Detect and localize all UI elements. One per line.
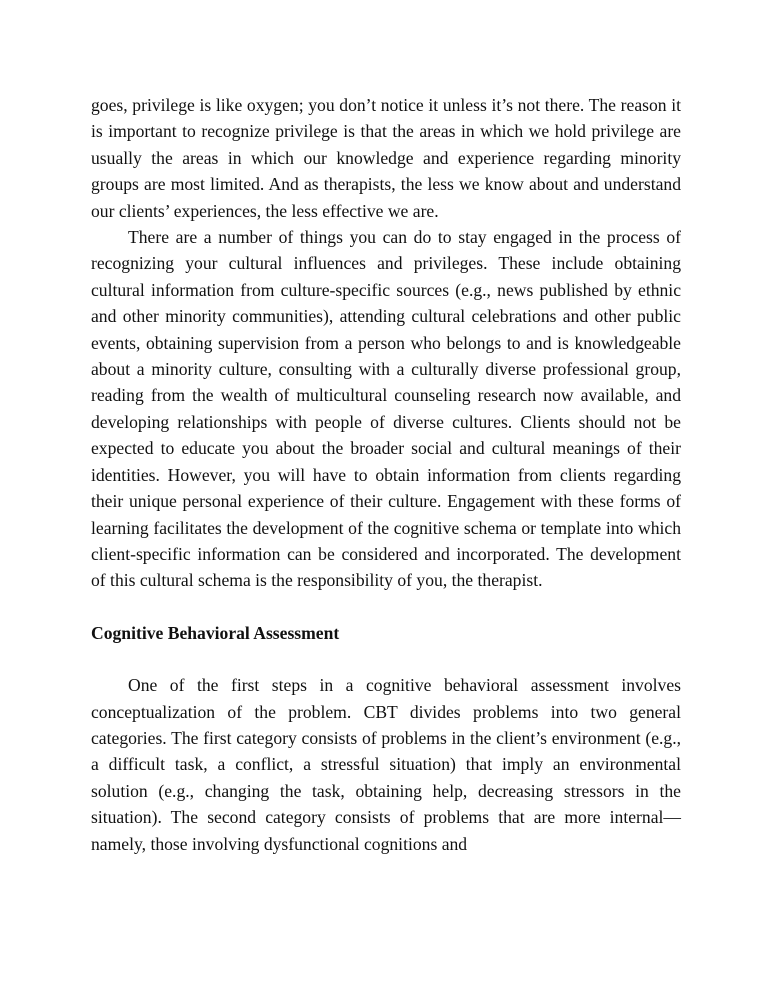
document-page	[91, 92, 681, 857]
body-paragraph: One of the first steps in a cognitive behavioral assessment involves conceptualization of the problem. CBT divides problems into two general categories. The first category consists of problems in the client’s environment (e.g., a difficult task, a conflict, a stressful situation) that imply an environmental solution (e.g., changing the task, obtaining help, decreasing stressors in the situation). The second category consists of problems that are more internal—namely, those involving dysfunctional cognitions and	[91, 675, 681, 854]
body-paragraph-continued: goes, privilege is like oxygen; you don’t notice it unless it’s not there. The reason it is important to recognize privilege is that the areas in which we hold privilege are usually the areas in which our knowledge and experience regarding minority groups are most limited. And as therapists, the less we know about and understand our clients’ experiences, the less effective we are.	[91, 95, 681, 221]
body-paragraph: There are a number of things you can do to stay engaged in the process of recognizing your cultural influences and privileges. These include obtaining cultural information from culture-specific sources (e.g., news published by ethnic and other minority communities), attending cultural celebrations and other public events, obtaining supervision from a person who belongs to and is knowledgeable about a minority culture, consulting with a culturally diverse professional group, reading from the wealth of multicultural counseling research now available, and developing relationships with people of diverse cultures. Clients should not be expected to educate you about the broader social and cultural meanings of their identities. However, you will have to obtain information from clients regarding their unique personal experience of their culture. Engagement with these forms of learning facilitates the development of the cognitive schema or template into which client-specific information can be considered and incorporated. The development of this cultural schema is the responsibility of you, the therapist.	[91, 227, 681, 591]
section-heading: Cognitive Behavioral Assessment	[91, 622, 340, 643]
